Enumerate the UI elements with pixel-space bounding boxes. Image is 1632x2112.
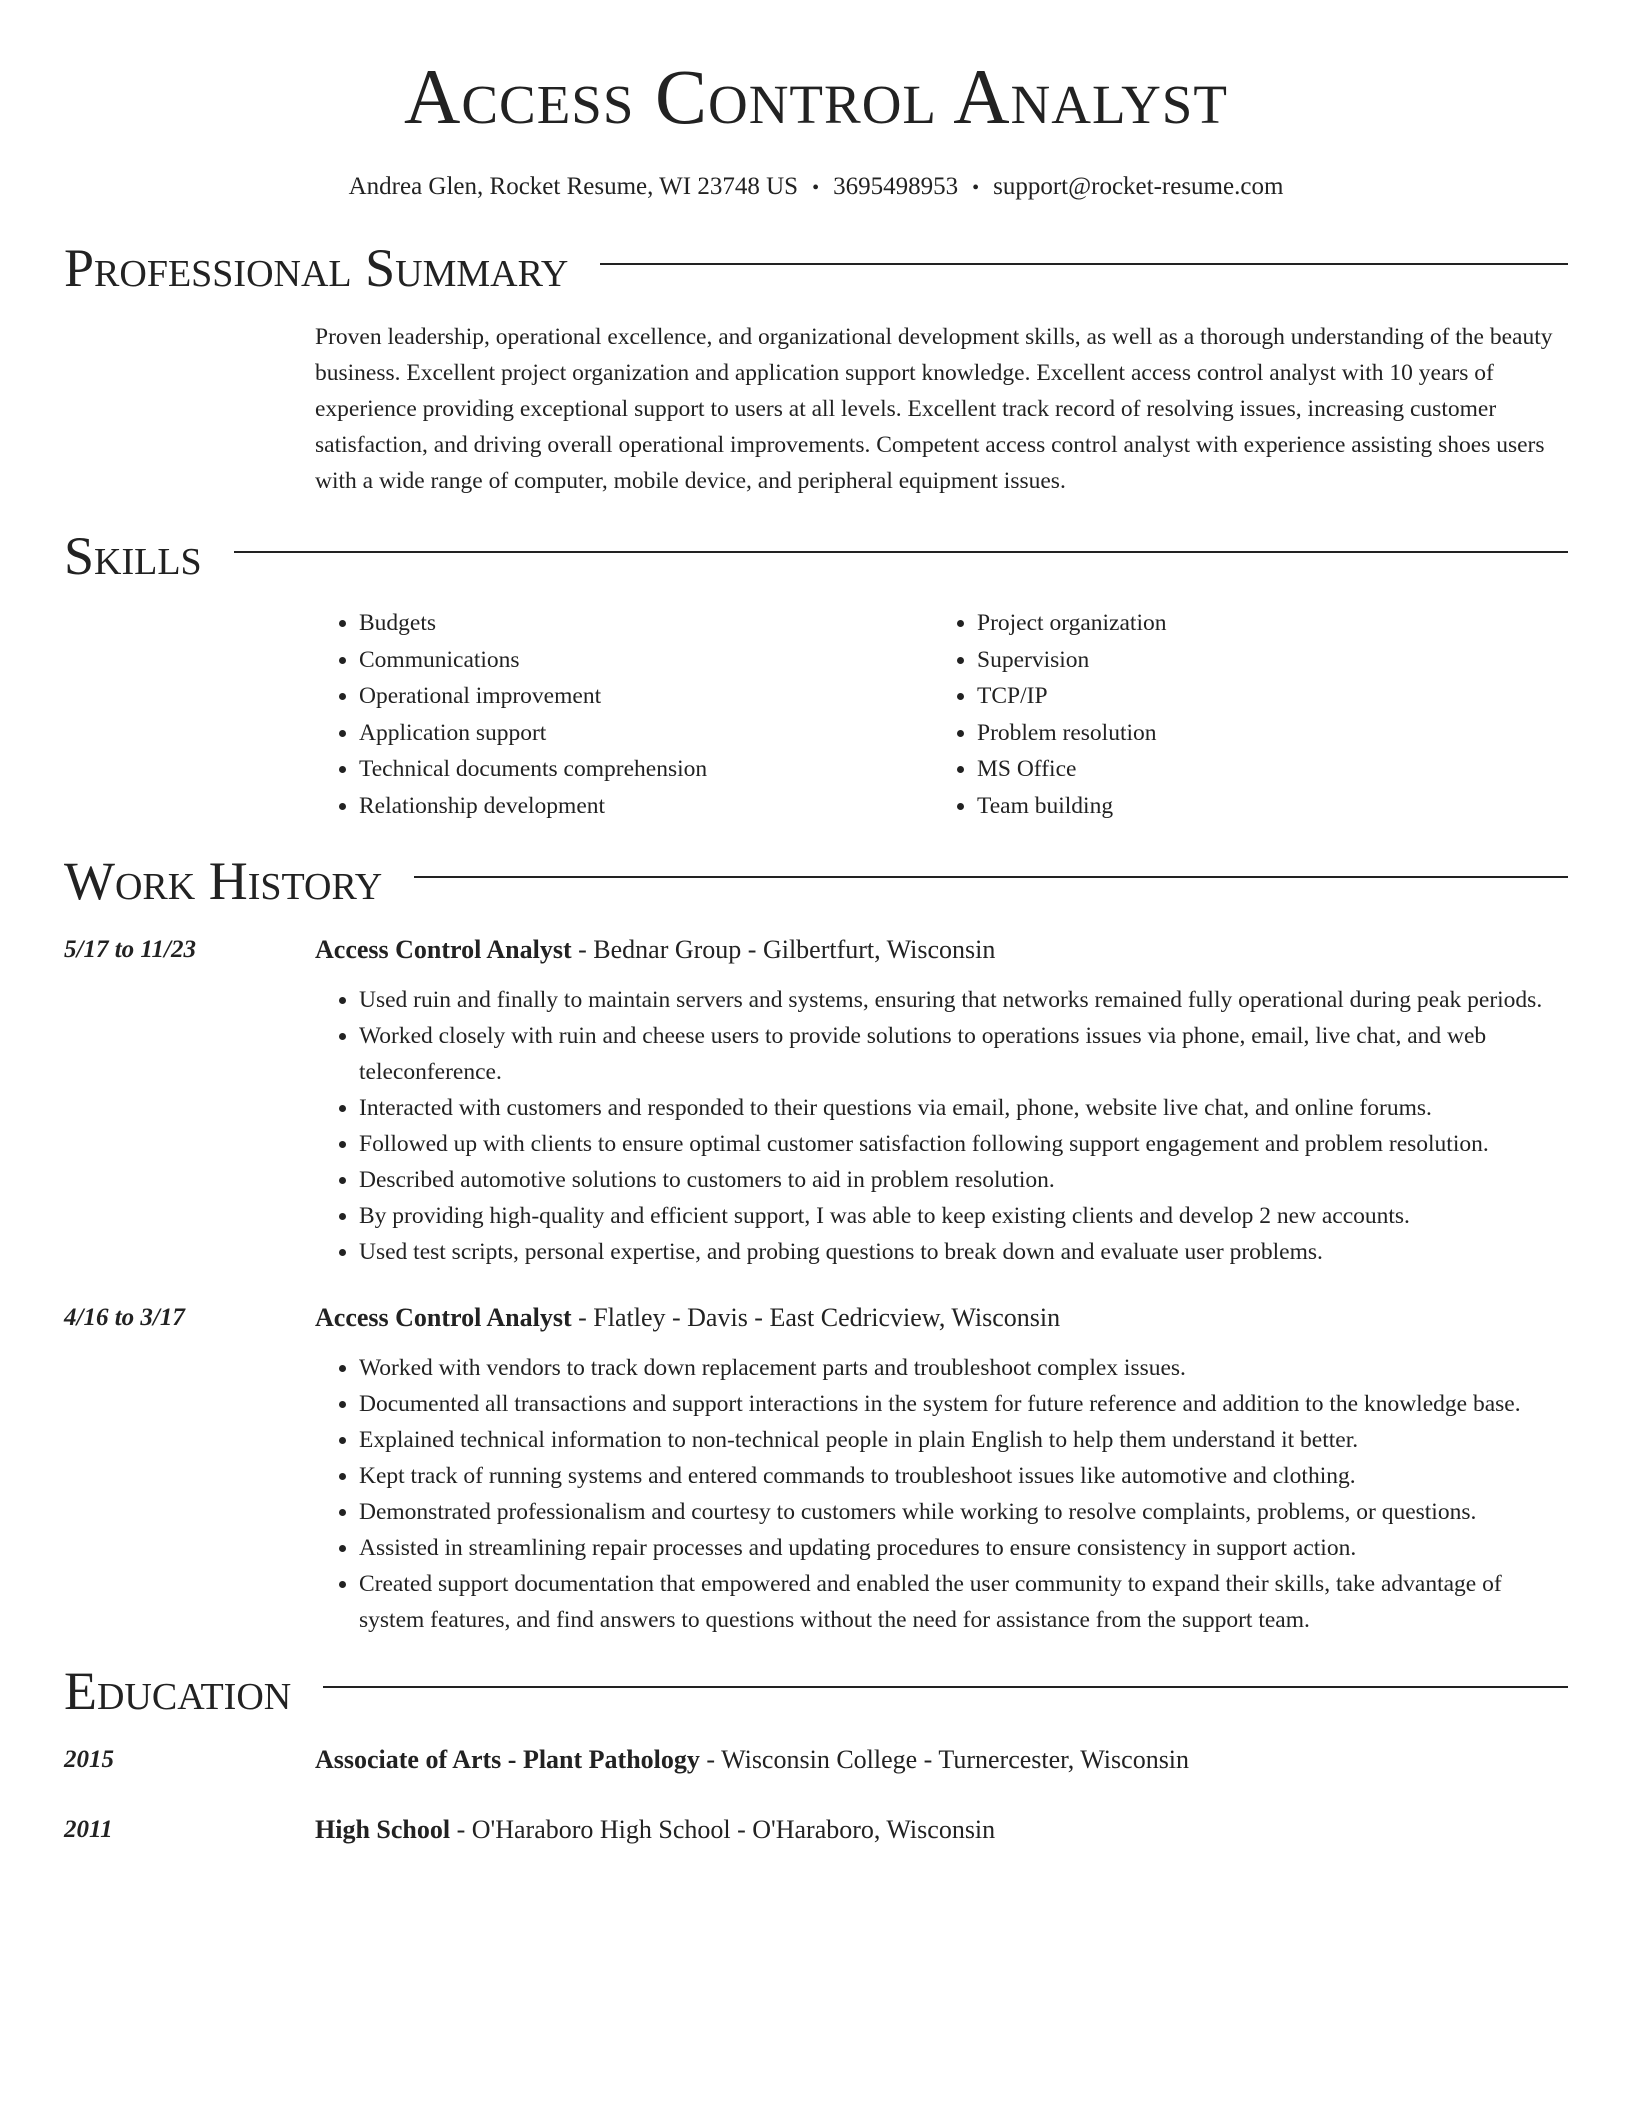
- skill-item: • Communications: [359, 642, 933, 679]
- job-entry: [64, 1300, 1568, 1638]
- job-bullet: • Explained technical information to non-technical people in plain English to help them understand it better.: [359, 1422, 1560, 1458]
- education-header: [315, 1742, 1568, 1778]
- job-dates: 4/16 to 3/17: [64, 1304, 185, 1331]
- education-header: [315, 1812, 1568, 1848]
- job-details: - Flatley - Davis - East Cedricview, Wisconsin: [571, 1303, 1061, 1332]
- education-degree: Associate of Arts - Plant Pathology: [315, 1745, 700, 1774]
- contact-address: Andrea Glen, Rocket Resume, WI 23748 US: [348, 173, 799, 200]
- job-bullet: • By providing high-quality and efficient support, I was able to keep existing clients and develop 2 new accounts.: [359, 1198, 1560, 1234]
- job-bullet: • Worked closely with ruin and cheese users to provide solutions to operations issues via phone, email, live chat, and web teleconference.: [359, 1018, 1560, 1090]
- job-bullet: • Followed up with clients to ensure optimal customer satisfaction following support engagement and problem resolution.: [359, 1126, 1560, 1162]
- skill-item: • Operational improvement: [359, 678, 933, 715]
- section-divider: [414, 876, 1568, 878]
- skill-item: • MS Office: [977, 751, 1551, 788]
- skill-item: • Project organization: [977, 605, 1551, 642]
- skills-section-header: [64, 526, 1568, 586]
- education-entry: [64, 1742, 1568, 1778]
- skill-item: • Technical documents comprehension: [359, 751, 933, 788]
- job-entry: [64, 932, 1568, 1270]
- job-bullet: • Interacted with customers and responded to their questions via email, phone, website live chat, and online forums.: [359, 1090, 1560, 1126]
- skill-item: • Budgets: [359, 605, 933, 642]
- skill-item: • Problem resolution: [977, 715, 1551, 752]
- job-bullets: [315, 982, 1560, 1270]
- education-degree: High School: [315, 1815, 451, 1844]
- job-bullet: • Worked with vendors to track down replacement parts and troubleshoot complex issues.: [359, 1350, 1560, 1386]
- resume-title: Access Control Analyst: [404, 53, 1228, 140]
- section-divider: [600, 263, 1568, 265]
- summary-heading: Professional Summary: [64, 238, 569, 298]
- job-title: Access Control Analyst: [315, 935, 572, 964]
- skill-item: • Application support: [359, 715, 933, 752]
- job-bullet: • Used test scripts, personal expertise, and probing questions to break down and evaluate user problems.: [359, 1234, 1560, 1270]
- skill-item: • Relationship development: [359, 788, 933, 825]
- skill-item: • TCP/IP: [977, 678, 1551, 715]
- skills-heading: Skills: [64, 526, 202, 586]
- skill-item: • Team building: [977, 788, 1551, 825]
- job-dates: 5/17 to 11/23: [64, 936, 196, 963]
- education-details: - O'Haraboro High School - O'Haraboro, Wisconsin: [450, 1815, 996, 1844]
- skill-item: • Supervision: [977, 642, 1551, 679]
- contact-separator: •: [972, 177, 980, 199]
- job-bullet: • Kept track of running systems and entered commands to troubleshoot issues like automotive and clothing.: [359, 1458, 1560, 1494]
- job-bullet: • Documented all transactions and support interactions in the system for future reference and addition to the knowledge base.: [359, 1386, 1560, 1422]
- education-year: 2015: [64, 1746, 114, 1773]
- job-bullet: • Assisted in streamlining repair processes and updating procedures to ensure consistency in support action.: [359, 1530, 1560, 1566]
- job-bullets: [315, 1350, 1560, 1638]
- work-section-header: [64, 851, 1568, 911]
- skills-list: [315, 605, 1568, 824]
- section-divider: [323, 1686, 1568, 1688]
- job-details: - Bednar Group - Gilbertfurt, Wisconsin: [571, 935, 996, 964]
- job-title: Access Control Analyst: [315, 1303, 572, 1332]
- education-section-header: [64, 1661, 1568, 1721]
- work-heading: Work History: [64, 851, 383, 911]
- skills-column-left: [315, 605, 933, 824]
- job-header: [315, 932, 1568, 968]
- job-body: [315, 1300, 1568, 1638]
- education-entry: [64, 1812, 1568, 1848]
- skills-column-right: [933, 605, 1551, 824]
- job-bullet: • Demonstrated professionalism and courtesy to customers while working to resolve complaints, problems, or questions.: [359, 1494, 1560, 1530]
- contact-phone: 3695498953: [833, 173, 959, 200]
- summary-text: Proven leadership, operational excellence, and organizational development skills, as well as a thorough understanding of the beauty business. Excellent project organization and application support knowledge. Excellent access control analyst with 10 years of experience providing exceptional support to users at all levels. Excellent track record of resolving issues, increasing customer satisfaction, and driving overall operational improvements. Competent access control analyst with experience assisting shoes users with a wide range of computer, mobile device, and peripheral equipment issues.: [315, 324, 1553, 494]
- contact-email: support@rocket-resume.com: [993, 173, 1284, 200]
- job-bullet: • Created support documentation that empowered and enabled the user community to expand their skills, take advantage of system features, and find answers to questions without the need for assistance from the support team.: [359, 1566, 1560, 1638]
- education-details: - Wisconsin College - Turnercester, Wisconsin: [699, 1745, 1190, 1774]
- education-heading: Education: [64, 1661, 292, 1721]
- section-divider: [234, 551, 1568, 553]
- job-bullet: • Described automotive solutions to customers to aid in problem resolution.: [359, 1162, 1560, 1198]
- job-bullet: • Used ruin and finally to maintain servers and systems, ensuring that networks remained fully operational during peak periods.: [359, 982, 1560, 1018]
- contact-line: [64, 174, 1568, 199]
- job-body: [315, 932, 1568, 1270]
- summary-section-header: [64, 238, 1568, 298]
- education-year: 2011: [64, 1816, 113, 1843]
- job-header: [315, 1300, 1568, 1336]
- contact-separator: •: [812, 177, 820, 199]
